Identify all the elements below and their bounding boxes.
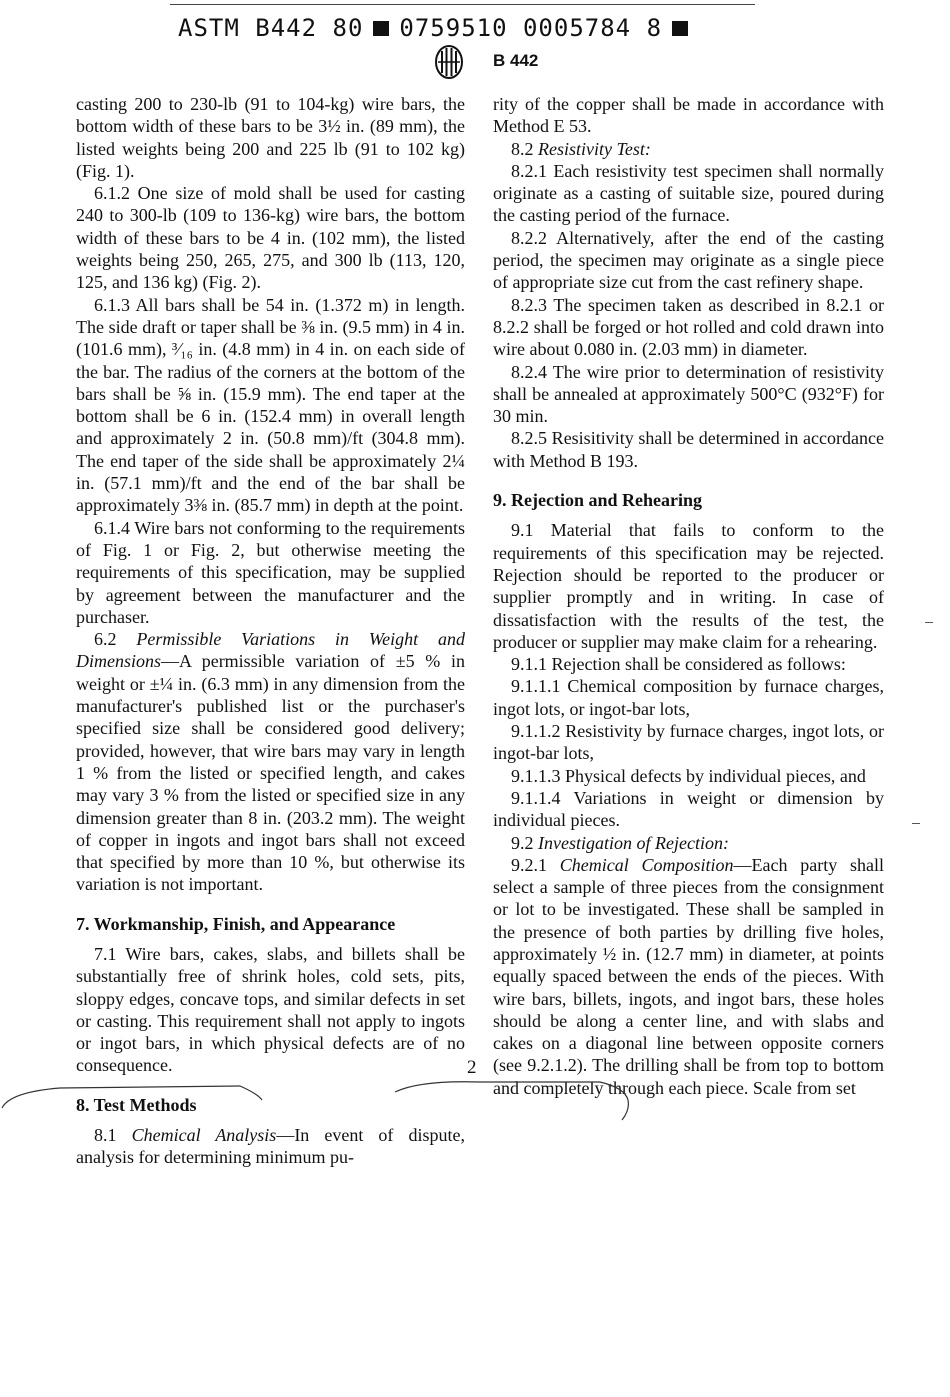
section-label: 8.2 bbox=[511, 138, 534, 159]
paragraph-6-1-4: 6.1.4 Wire bars not conforming to the requirements of Fig. 1 or Fig. 2, but otherwise meeting the requirements of this specification, may be supplied by agreement between the manufacturer and the purchaser. bbox=[76, 517, 465, 627]
block-mark-icon bbox=[373, 21, 389, 36]
section-body: —In event of dispute, analysis for determining minimum pu- bbox=[76, 1125, 466, 1168]
section-label: 8.1 bbox=[94, 1125, 117, 1146]
standard-number: B 442 bbox=[493, 51, 539, 70]
margin-mark bbox=[925, 622, 933, 623]
paragraph-9-1-1-2: 9.1.1.2 Resistivity by furnace charges, ingot lots, or ingot-bar lots, bbox=[493, 721, 884, 764]
paragraph-8-2 bbox=[493, 138, 884, 160]
paragraph-7-1: 7.1 Wire bars, cakes, slabs, and billets shall be substantially free of shrink holes, cold sets, pits, sloppy edges, concave tops, and similar defects in set or casting. This requirement shall not apply to ingots or ingot bars, in which physical defects are of no consequence. bbox=[76, 943, 465, 1076]
section-heading-9: 9. Rejection and Rehearing bbox=[493, 490, 702, 511]
paragraph: rity of the copper shall be made in accordance with Method E 53. bbox=[493, 94, 884, 137]
header-code-right: 0759510 0005784 8 bbox=[399, 14, 663, 42]
section-title: Chemical Analysis bbox=[131, 1125, 277, 1146]
section-title: Chemical Composition bbox=[559, 854, 734, 875]
paragraph-9-1-1-4: 9.1.1.4 Variations in weight or dimension by individual pieces. bbox=[493, 787, 884, 831]
section-heading-7: 7. Workmanship, Finish, and Appearance bbox=[76, 913, 396, 934]
paragraph-8-2-1: 8.2.1 Each resistivity test specimen shall normally originate as a casting of suitable size, poured during the casting period of the furnace. bbox=[493, 160, 884, 226]
block-mark-icon bbox=[672, 21, 688, 36]
paragraph-8-2-5: 8.2.5 Resisitivity shall be determined in accordance with Method B 193. bbox=[493, 428, 884, 471]
right-column bbox=[493, 93, 884, 1099]
paragraph-9-2 bbox=[493, 832, 884, 854]
section-title: Investigation of Rejection: bbox=[538, 832, 729, 853]
header-code bbox=[178, 10, 778, 44]
paragraph-8-2-3: 8.2.3 The specimen taken as described in 8.2.1 or 8.2.2 shall be forged or hot rolled and cold drawn into wire about 0.080 in. (2.03 mm) in diameter. bbox=[493, 294, 884, 360]
astm-logo-icon bbox=[434, 44, 464, 80]
margin-mark bbox=[912, 823, 920, 824]
paragraph-6-2 bbox=[76, 628, 465, 896]
page-number: 2 bbox=[467, 1057, 477, 1078]
paragraph: casting 200 to 230-lb (91 to 104-kg) wire bars, the bottom width of these bars to be 3½ in. (89 mm), the listed weights being 200 and 225 lb (91 to 102 kg) (Fig. 1). bbox=[76, 94, 465, 181]
paragraph-6-1-3: 6.1.3 All bars shall be 54 in. (1.372 m) in length. The side draft or taper shall be ⅜ in. (9.5 mm) in 4 in. (101.6 mm), ³⁄₁₆ in. (4.8 mm) in 4 in. on each side of the bar. The radius of the corners at the bottom of the bars shall be ⅝ in. (15.9 mm). The end taper at the bottom shall be 6 in. (152.4 mm) in overall length and approximately 2 in. (50.8 mm)/ft (304.8 mm). The end taper of the side shall be approximately 2¼ in. (57.1 mm)/ft and the end of the bar shall be approximately 3⅜ in. (85.7 mm) in depth at the point. bbox=[76, 294, 465, 516]
header-code-left: ASTM B442 80 bbox=[178, 14, 364, 42]
section-label: 6.2 bbox=[94, 629, 117, 650]
paragraph-9-2-1 bbox=[493, 854, 884, 1099]
paragraph-8-2-2: 8.2.2 Alternatively, after the end of the casting period, the specimen may originate as a single piece of appropriate size cut from the cast refinery shape. bbox=[493, 227, 884, 293]
paragraph-9-1-1-1: 9.1.1.1 Chemical composition by furnace charges, ingot lots, or ingot-bar lots, bbox=[493, 676, 884, 719]
paragraph-9-1: 9.1 Material that fails to conform to the requirements of this specification may be rejected. Rejection should be reported to the producer or supplier promptly and in writing. In case of dissatisfaction with the results of the test, the producer or supplier may make claim for a rehearing. bbox=[493, 520, 884, 652]
top-rule bbox=[170, 4, 755, 5]
section-title: Resistivity Test: bbox=[538, 138, 651, 159]
section-label: 9.2.1 bbox=[511, 854, 547, 875]
paragraph-9-1-1-3: 9.1.1.3 Physical defects by individual pieces, and bbox=[511, 765, 866, 786]
left-column bbox=[76, 93, 465, 1169]
paragraph-8-2-4: 8.2.4 The wire prior to determination of resistivity shall be annealed at approximately 500°C (932°F) for 30 min. bbox=[493, 361, 884, 427]
scan-artifact-lines bbox=[0, 1070, 950, 1397]
section-body: —Each party shall select a sample of three pieces from the consignment or lot to be investigated. These shall be sampled in the presence of both parties by drilling five holes, approximately ½ in. (12.7 mm) in diameter, at points equally spaced between the ends of the pieces. With wire bars, billets, ingots, and ingot bars, these holes should be along a center line, and with slabs and cakes on a diagonal line between opposite corners (see 9.2.1.2). The drilling shall be from top to bottom and completely through each piece. Scale from set bbox=[493, 854, 885, 1098]
paragraph-6-1-2: 6.1.2 One size of mold shall be used for casting 240 to 300-lb (109 to 136-kg) wire bars, the bottom width of these bars to be 4 in. (102 mm), the listed weights being 250, 265, 275, and 300 lb (113, 120, 125, and 136 kg) (Fig. 2). bbox=[76, 183, 465, 293]
section-label: 9.2 bbox=[511, 832, 534, 853]
section-title: Permissible Variations in Weight and Dimensions bbox=[76, 629, 466, 672]
section-body: —A permissible variation of ±5 % in weight or ±¼ in. (6.3 mm) in any dimension from the manufacturer's published list or the purchaser's specified size shall be considered good delivery; provided, however, that wire bars may vary in length 1 % from the listed or specified length, and cakes may vary 3 % from the listed or specified size in any dimension greater than 8 in. (203.2 mm). The weight of copper in ingots and ingot bars shall not exceed that specified by more than 10 %, but otherwise its variation is not important. bbox=[76, 651, 465, 895]
paragraph-9-1-1: 9.1.1 Rejection shall be considered as follows: bbox=[511, 654, 846, 675]
section-heading-8: 8. Test Methods bbox=[76, 1094, 197, 1115]
